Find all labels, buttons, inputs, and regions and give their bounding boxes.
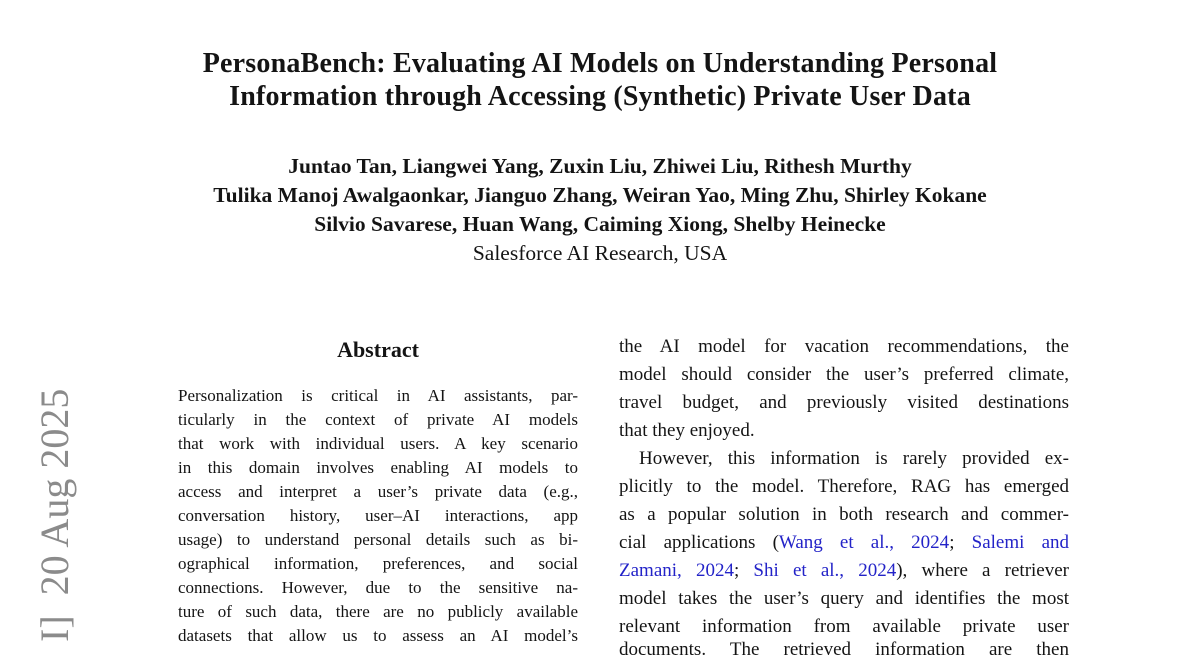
text-span: ), where a retriever — [896, 560, 1070, 581]
text-span: as a popular solution in both research and commer- — [619, 504, 1069, 525]
text-line — [619, 557, 1069, 585]
text-line — [619, 473, 1069, 501]
author-block — [0, 152, 1200, 268]
text-span: cial applications ( — [619, 532, 779, 553]
text-span: in this domain involves enabling AI models to — [178, 458, 578, 477]
text-span: However, this information is rarely provided ex- — [639, 448, 1069, 469]
text-line — [178, 528, 578, 552]
citation-link[interactable]: Salemi and — [971, 532, 1070, 553]
text-span: that they enjoyed. — [619, 420, 755, 441]
paper-title-line-2: Information through Accessing (Synthetic) Private User Data — [229, 81, 971, 112]
text-line — [619, 445, 1069, 473]
text-span: that work with individual users. A key scenario — [178, 434, 578, 453]
text-span: conversation history, user–AI interactions, app — [178, 506, 578, 525]
text-span: ; — [949, 532, 972, 553]
text-line — [178, 456, 578, 480]
text-span: model takes the user’s query and identifies the most — [619, 588, 1069, 609]
text-span: access and interpret a user’s private data (e.g., — [178, 482, 578, 501]
text-span: the AI model for vacation recommendations, the — [619, 336, 1069, 357]
text-line — [619, 529, 1069, 557]
author-line-2: Tulika Manoj Awalgaonkar, Jianguo Zhang, Weiran Yao, Ming Zhu, Shirley Kokane — [213, 183, 987, 207]
text-line — [178, 480, 578, 504]
text-span: Personalization is critical in AI assistants, par- — [178, 386, 578, 405]
abstract-body — [178, 384, 578, 648]
text-line — [178, 408, 578, 432]
text-line — [178, 624, 578, 648]
text-span: usage) to understand personal details such as bi- — [178, 530, 578, 549]
text-span: ticularly in the context of private AI models — [178, 410, 578, 429]
text-line — [178, 384, 578, 408]
text-line — [619, 417, 1069, 445]
text-span: ; — [733, 560, 754, 581]
author-line-1: Juntao Tan, Liangwei Yang, Zuxin Liu, Zhiwei Liu, Rithesh Murthy — [288, 154, 912, 178]
paper-title — [0, 47, 1200, 113]
text-span: datasets that allow us to assess an AI model’s — [178, 626, 578, 645]
text-line — [619, 361, 1069, 389]
arxiv-date-stamp: I] 20 Aug 2025 — [32, 388, 77, 642]
text-span: documents. The retrieved information are then — [619, 638, 1069, 660]
affiliation: Salesforce AI Research, USA — [472, 241, 728, 265]
author-line-3: Silvio Savarese, Huan Wang, Caiming Xiong, Shelby Heinecke — [314, 212, 886, 236]
citation-link[interactable]: Wang et al., 2024 — [778, 532, 950, 553]
text-span: model should consider the user’s preferred climate, — [619, 364, 1069, 385]
citation-link[interactable]: Shi et al., 2024 — [753, 560, 897, 581]
text-line — [178, 432, 578, 456]
text-line — [619, 585, 1069, 613]
text-line — [178, 600, 578, 624]
text-span: ographical information, preferences, and social — [178, 554, 578, 573]
text-span: travel budget, and previously visited destinations — [619, 392, 1069, 413]
text-line — [619, 389, 1069, 417]
text-span: ture of such data, there are no publicly available — [178, 602, 578, 621]
text-line — [619, 636, 1069, 664]
text-line — [178, 504, 578, 528]
citation-link[interactable]: Zamani, 2024 — [619, 560, 734, 581]
text-line — [178, 552, 578, 576]
text-span: plicitly to the model. Therefore, RAG has emerged — [619, 476, 1069, 497]
text-line — [619, 501, 1069, 529]
abstract-heading: Abstract — [337, 337, 419, 362]
text-line — [178, 576, 578, 600]
text-line — [619, 333, 1069, 361]
text-span: relevant information from available private user — [619, 616, 1069, 637]
paper-title-line-1: PersonaBench: Evaluating AI Models on Understanding Personal — [202, 48, 998, 79]
body-text-column — [619, 333, 1069, 664]
text-span: connections. However, due to the sensitive na- — [178, 578, 578, 597]
